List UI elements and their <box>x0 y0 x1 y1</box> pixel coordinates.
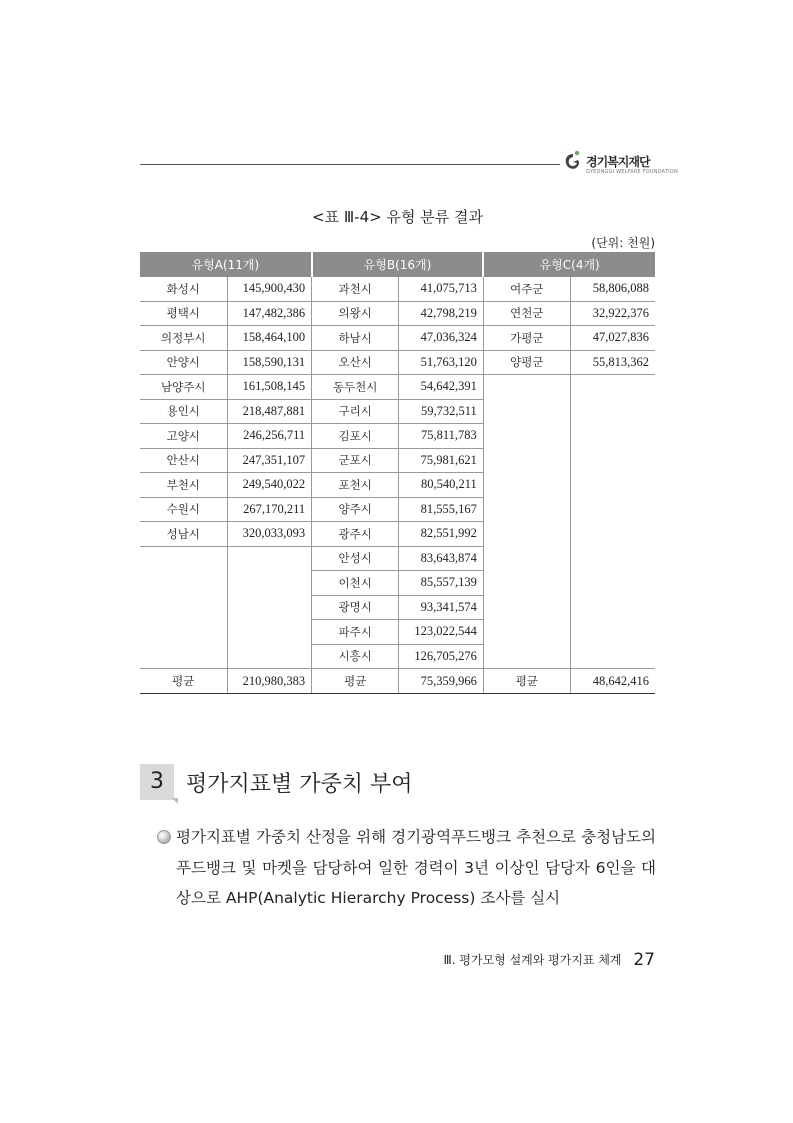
value-cell: 246,256,711 <box>227 424 312 449</box>
region-cell: 김포시 <box>312 424 399 449</box>
region-cell: 광주시 <box>312 522 399 547</box>
table-row <box>140 546 655 571</box>
value-cell: 247,351,107 <box>227 448 312 473</box>
value-cell: 80,540,211 <box>399 473 484 498</box>
region-cell: 부천시 <box>140 473 227 498</box>
region-cell <box>140 571 227 596</box>
value-cell <box>570 497 655 522</box>
average-value: 210,980,383 <box>227 669 312 694</box>
region-cell: 의정부시 <box>140 326 227 351</box>
region-cell: 의왕시 <box>312 301 399 326</box>
region-cell: 과천시 <box>312 277 399 301</box>
value-cell: 32,922,376 <box>570 301 655 326</box>
region-cell <box>483 375 570 400</box>
region-cell: 고양시 <box>140 424 227 449</box>
value-cell <box>570 522 655 547</box>
value-cell <box>227 595 312 620</box>
region-cell <box>483 644 570 669</box>
region-cell: 시흥시 <box>312 644 399 669</box>
value-cell <box>570 473 655 498</box>
region-cell <box>483 522 570 547</box>
region-cell: 안양시 <box>140 350 227 375</box>
average-value: 48,642,416 <box>570 669 655 694</box>
value-cell: 158,590,131 <box>227 350 312 375</box>
classification-table <box>140 252 655 694</box>
table-row <box>140 399 655 424</box>
region-cell <box>483 571 570 596</box>
average-label: 평균 <box>483 669 570 694</box>
average-label: 평균 <box>312 669 399 694</box>
body-paragraph: 평가지표별 가중치 산정을 위해 경기광역푸드뱅크 추천으로 충청남도의 푸드뱅크 및 마켓을 담당하여 일한 경력이 3년 이상인 담당자 6인을 대상으로 AHP(Analytic Hierarchy Process) 조사를 실시 <box>176 828 656 907</box>
value-cell: 126,705,276 <box>399 644 484 669</box>
value-cell <box>570 546 655 571</box>
region-cell: 하남시 <box>312 326 399 351</box>
header-rule <box>140 164 560 165</box>
region-cell <box>483 399 570 424</box>
logo-text: 경기복지재단 <box>586 155 650 169</box>
value-cell: 93,341,574 <box>399 595 484 620</box>
value-cell <box>570 571 655 596</box>
value-cell: 267,170,211 <box>227 497 312 522</box>
region-cell <box>483 620 570 645</box>
value-cell: 85,557,139 <box>399 571 484 596</box>
header-type-a: 유형A(11개) <box>140 252 312 277</box>
region-cell: 구리시 <box>312 399 399 424</box>
region-cell: 수원시 <box>140 497 227 522</box>
table-title: <표 Ⅲ-4> 유형 분류 결과 <box>312 208 483 226</box>
table-body <box>140 277 655 694</box>
table-row <box>140 595 655 620</box>
value-cell: 249,540,022 <box>227 473 312 498</box>
region-cell: 가평군 <box>483 326 570 351</box>
table-row <box>140 424 655 449</box>
value-cell <box>570 375 655 400</box>
value-cell <box>570 424 655 449</box>
value-cell <box>570 644 655 669</box>
region-cell: 안성시 <box>312 546 399 571</box>
table-row <box>140 644 655 669</box>
table-unit: (단위: 천원) <box>591 236 655 250</box>
value-cell <box>570 399 655 424</box>
region-cell <box>140 546 227 571</box>
page-number: 27 <box>633 950 655 970</box>
page-footer <box>140 950 655 970</box>
region-cell: 파주시 <box>312 620 399 645</box>
average-value: 75,359,966 <box>399 669 484 694</box>
value-cell: 55,813,362 <box>570 350 655 375</box>
value-cell: 59,732,511 <box>399 399 484 424</box>
foundation-logo <box>564 150 678 178</box>
value-cell: 147,482,386 <box>227 301 312 326</box>
region-cell <box>483 424 570 449</box>
region-cell: 평택시 <box>140 301 227 326</box>
value-cell <box>227 571 312 596</box>
value-cell: 54,642,391 <box>399 375 484 400</box>
value-cell: 47,027,836 <box>570 326 655 351</box>
section-number: 3 <box>140 764 174 800</box>
value-cell <box>227 620 312 645</box>
table-row <box>140 497 655 522</box>
region-cell <box>483 546 570 571</box>
table-row <box>140 620 655 645</box>
region-cell <box>483 497 570 522</box>
value-cell: 82,551,992 <box>399 522 484 547</box>
logo-subtext: GYEONGGI WELFARE FOUNDATION <box>586 169 678 175</box>
region-cell: 화성시 <box>140 277 227 301</box>
region-cell: 동두천시 <box>312 375 399 400</box>
header-type-b: 유형B(16개) <box>312 252 484 277</box>
table-header-row <box>140 252 655 277</box>
value-cell: 123,022,544 <box>399 620 484 645</box>
value-cell: 158,464,100 <box>227 326 312 351</box>
region-cell: 이천시 <box>312 571 399 596</box>
value-cell: 47,036,324 <box>399 326 484 351</box>
value-cell: 42,798,219 <box>399 301 484 326</box>
region-cell <box>483 448 570 473</box>
region-cell <box>483 473 570 498</box>
table-row <box>140 350 655 375</box>
value-cell: 83,643,874 <box>399 546 484 571</box>
region-cell: 오산시 <box>312 350 399 375</box>
table-row <box>140 375 655 400</box>
value-cell: 51,763,120 <box>399 350 484 375</box>
value-cell: 75,811,783 <box>399 424 484 449</box>
region-cell <box>140 620 227 645</box>
value-cell: 81,555,167 <box>399 497 484 522</box>
region-cell: 용인시 <box>140 399 227 424</box>
section-heading <box>140 764 655 804</box>
region-cell: 안산시 <box>140 448 227 473</box>
bullet-icon <box>157 830 171 844</box>
value-cell <box>570 620 655 645</box>
value-cell <box>227 546 312 571</box>
table-row <box>140 301 655 326</box>
header-type-c: 유형C(4개) <box>483 252 655 277</box>
logo-swirl-icon <box>564 150 582 172</box>
value-cell <box>570 448 655 473</box>
region-cell: 성남시 <box>140 522 227 547</box>
table-row <box>140 277 655 301</box>
table-row <box>140 448 655 473</box>
region-cell <box>140 644 227 669</box>
region-cell <box>140 595 227 620</box>
region-cell: 군포시 <box>312 448 399 473</box>
average-label: 평균 <box>140 669 227 694</box>
section-title: 평가지표별 가중치 부여 <box>186 772 413 797</box>
value-cell <box>570 595 655 620</box>
table-row <box>140 522 655 547</box>
value-cell: 58,806,088 <box>570 277 655 301</box>
region-cell: 양평군 <box>483 350 570 375</box>
region-cell <box>483 595 570 620</box>
region-cell: 여주군 <box>483 277 570 301</box>
value-cell <box>227 644 312 669</box>
region-cell: 양주시 <box>312 497 399 522</box>
value-cell: 145,900,430 <box>227 277 312 301</box>
value-cell: 320,033,093 <box>227 522 312 547</box>
region-cell: 연천군 <box>483 301 570 326</box>
average-row <box>140 669 655 694</box>
value-cell: 41,075,713 <box>399 277 484 301</box>
table-row <box>140 326 655 351</box>
table-row <box>140 473 655 498</box>
region-cell: 광명시 <box>312 595 399 620</box>
table-row <box>140 571 655 596</box>
value-cell: 75,981,621 <box>399 448 484 473</box>
region-cell: 남양주시 <box>140 375 227 400</box>
value-cell: 161,508,145 <box>227 375 312 400</box>
value-cell: 218,487,881 <box>227 399 312 424</box>
region-cell: 포천시 <box>312 473 399 498</box>
footer-chapter: Ⅲ. 평가모형 설계와 평가지표 체계 <box>443 953 622 967</box>
